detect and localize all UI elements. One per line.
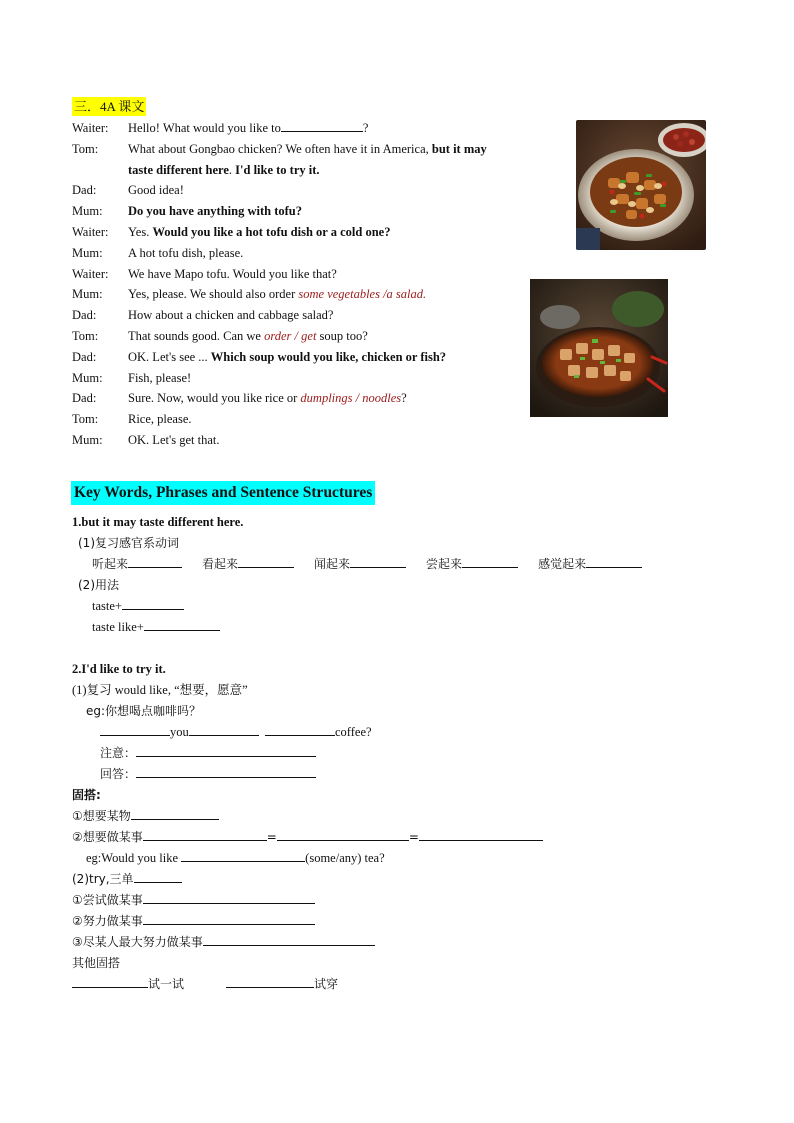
phrase-label: ①尝试做某事 xyxy=(72,893,143,907)
fill-blank[interactable] xyxy=(189,723,259,736)
speaker: Waiter: xyxy=(72,224,109,239)
item2-title: 2.I'd like to try it. xyxy=(72,662,166,676)
mapo-tofu-image xyxy=(530,279,668,417)
note-label: 注意： xyxy=(100,746,137,760)
line-text: Good idea! xyxy=(128,183,184,198)
key-words-heading: Key Words, Phrases and Sentence Structures xyxy=(71,481,375,505)
usage-label: taste like+ xyxy=(92,620,144,634)
line-text-bold: Do you have anything with tofu? xyxy=(128,204,302,219)
fill-blank[interactable] xyxy=(281,119,363,132)
fill-blank[interactable] xyxy=(277,828,409,841)
speaker: Mum: xyxy=(72,245,103,260)
fill-blank[interactable] xyxy=(226,975,314,988)
example-sentence: eg:Would you like xyxy=(86,851,182,865)
try-label: (2)try,三单 xyxy=(72,872,134,886)
phrase-label: ③尽某人最大努力做某事 xyxy=(72,935,203,949)
fill-blank[interactable] xyxy=(419,828,543,841)
verb-label: 感觉起来 xyxy=(538,557,587,571)
item1-sub1: (1)复习感官系动词 xyxy=(78,536,179,550)
speaker: Dad: xyxy=(72,308,97,323)
verb-label: 看起来 xyxy=(202,557,239,571)
fill-blank[interactable] xyxy=(265,723,335,736)
line-text: ? xyxy=(362,121,369,135)
fixed-phrases-label: 固搭: xyxy=(72,788,101,802)
fill-blank[interactable] xyxy=(128,555,182,568)
dialogue-line xyxy=(72,430,732,451)
fill-blank[interactable] xyxy=(131,807,219,820)
speaker: Tom: xyxy=(72,328,99,343)
equals-sign: = xyxy=(408,830,419,844)
fill-blank[interactable] xyxy=(72,975,148,988)
speaker: Mum: xyxy=(72,287,103,302)
usage-label: taste+ xyxy=(92,599,122,613)
fill-blank[interactable] xyxy=(100,723,170,736)
answer-label: 回答： xyxy=(100,767,137,781)
line-text: That sounds good. Can we xyxy=(128,328,265,343)
phrase-label: ②想要做某事 xyxy=(72,830,143,844)
fill-blank[interactable] xyxy=(136,765,316,778)
line-text-bold: but it may xyxy=(431,141,487,156)
speaker: Waiter: xyxy=(72,121,109,135)
line-text-bold: Which soup would you like, chicken or fish? xyxy=(210,349,447,364)
fill-blank[interactable] xyxy=(143,828,267,841)
speaker: Tom: xyxy=(72,141,99,156)
section-title: 三．4A 课文 xyxy=(74,99,145,114)
line-text: Yes. xyxy=(128,224,153,239)
fill-blank[interactable] xyxy=(143,891,315,904)
line-text: Sure. Now, would you like rice or xyxy=(128,391,301,406)
line-text-bold: taste different here xyxy=(128,162,229,177)
phrase-label: 试一试 xyxy=(148,977,185,991)
example-word: coffee? xyxy=(335,725,372,739)
speaker: Dad: xyxy=(72,349,97,364)
line-text: soup too? xyxy=(316,328,368,343)
speaker xyxy=(72,160,128,181)
line-text-highlight: some vegetables /a salad. xyxy=(298,287,427,302)
line-text: What about Gongbao chicken? We often have it in America, xyxy=(128,141,432,156)
fill-blank[interactable] xyxy=(143,912,315,925)
verb-label: 尝起来 xyxy=(426,557,463,571)
line-text: How about a chicken and cabbage salad? xyxy=(128,308,334,323)
line-text: Rice, please. xyxy=(128,412,192,427)
phrase-label: ①想要某物 xyxy=(72,809,131,823)
verb-label: 听起来 xyxy=(92,557,129,571)
example-question: eg:你想喝点咖啡吗？ xyxy=(86,704,202,718)
equals-sign: = xyxy=(266,830,277,844)
line-text: We have Mapo tofu. Would you like that? xyxy=(128,266,337,281)
line-text: Yes, please. We should also order xyxy=(128,287,299,302)
sensory-verbs-row xyxy=(72,554,732,575)
speaker: Mum: xyxy=(72,204,103,219)
fill-blank[interactable] xyxy=(203,933,375,946)
item2-sub1: (1)复习 would like, “想要，愿意” xyxy=(72,683,248,697)
speaker: Waiter: xyxy=(72,266,109,281)
line-text-highlight: dumplings / noodles xyxy=(300,391,402,406)
fill-blank[interactable] xyxy=(136,744,316,757)
item1-sub2: (2)用法 xyxy=(78,578,119,592)
fill-blank[interactable] xyxy=(462,555,518,568)
line-text: ? xyxy=(401,391,407,406)
speaker: Mum: xyxy=(72,432,103,447)
example-sentence: (some/any) tea? xyxy=(305,851,385,865)
fill-blank[interactable] xyxy=(122,597,184,610)
fill-blank[interactable] xyxy=(586,555,642,568)
speaker: Tom: xyxy=(72,412,99,427)
verb-label: 闻起来 xyxy=(314,557,351,571)
speaker: Mum: xyxy=(72,370,103,385)
fill-blank[interactable] xyxy=(181,849,305,862)
line-text: A hot tofu dish, please. xyxy=(128,245,244,260)
fill-blank[interactable] xyxy=(238,555,294,568)
speaker: Dad: xyxy=(72,391,97,406)
line-text: Hello! What would you like to xyxy=(128,121,281,135)
other-phrases-label: 其他固搭 xyxy=(72,956,121,970)
phrase-label: ②努力做某事 xyxy=(72,914,143,928)
fill-blank[interactable] xyxy=(134,870,182,883)
exercise-section xyxy=(72,512,732,995)
line-text-highlight: order / get xyxy=(264,328,317,343)
line-text: Fish, please! xyxy=(128,370,192,385)
line-text: OK. Let's see ... xyxy=(128,349,211,364)
speaker: Dad: xyxy=(72,183,97,198)
line-text: . xyxy=(228,162,236,177)
item1-title: 1.but it may taste different here. xyxy=(72,515,244,529)
phrase-label: 试穿 xyxy=(314,977,339,991)
line-text-bold: Would you like a hot tofu dish or a cold one? xyxy=(152,224,391,239)
line-text-bold: I'd like to try it. xyxy=(235,162,320,177)
example-word: you xyxy=(170,725,189,739)
fill-blank[interactable] xyxy=(144,618,220,631)
gongbao-chicken-image xyxy=(576,120,706,250)
line-text: OK. Let's get that. xyxy=(128,432,220,447)
fill-blank[interactable] xyxy=(350,555,406,568)
